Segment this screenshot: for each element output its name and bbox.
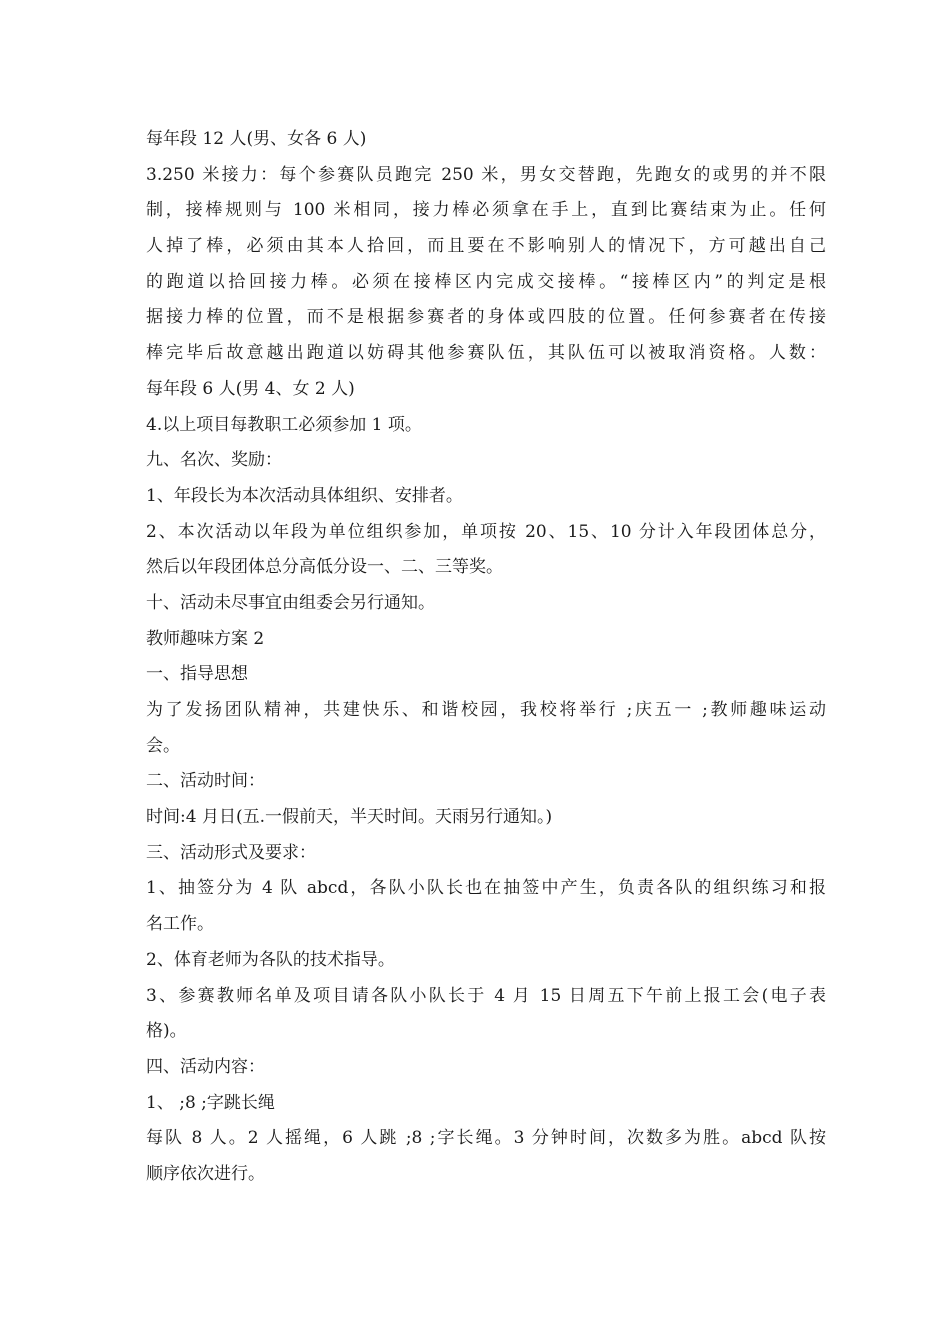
document-body bbox=[146, 122, 826, 1193]
text-line: 十、活动未尽事宜由组委会另行通知。 bbox=[146, 592, 435, 613]
text-line: 据接力棒的位置，而不是根据参赛者的身体或四肢的位置。任何参赛者在传接 bbox=[146, 307, 826, 328]
text-line: 1、抽签分为 4 队 abcd，各队小队长也在抽签中产生，负责各队的组织练习和报 bbox=[146, 878, 826, 899]
text-line: 2、本次活动以年段为单位组织参加，单项按 20、15、10 分计入年段团体总分， bbox=[146, 521, 826, 542]
text-line: 的跑道以拾回接力棒。必须在接棒区内完成交接棒。“接棒区内”的判定是根 bbox=[146, 271, 826, 292]
text-line: 棒完毕后故意越出跑道以妨碍其他参赛队伍，其队伍可以被取消资格。人数： bbox=[146, 343, 826, 364]
text-line: 格)。 bbox=[146, 1021, 187, 1042]
text-line: 四、活动内容： bbox=[146, 1056, 265, 1077]
text-line: 制，接棒规则与 100 米相同，接力棒必须拿在手上，直到比赛结束为止。任何 bbox=[146, 200, 826, 221]
text-line: 然后以年段团体总分高低分设一、二、三等奖。 bbox=[146, 557, 503, 578]
text-line: 教师趣味方案 2 bbox=[146, 628, 265, 649]
text-line: 每年段 6 人(男 4、女 2 人) bbox=[146, 378, 355, 399]
text-line: 会。 bbox=[146, 735, 180, 756]
text-line: 时间:4 月日(五.一假前天，半天时间。天雨另行通知。) bbox=[146, 807, 553, 828]
text-line: 4.以上项目每教职工必须参加 1 项。 bbox=[146, 414, 422, 435]
text-line: 3、参赛教师名单及项目请各队小队长于 4 月 15 日周五下午前上报工会(电子表 bbox=[146, 985, 826, 1006]
text-line: 一、指导思想 bbox=[146, 664, 248, 685]
text-line: 顺序依次进行。 bbox=[146, 1163, 265, 1184]
text-line: 1、年段长为本次活动具体组织、安排者。 bbox=[146, 485, 463, 506]
text-line: 二、活动时间： bbox=[146, 771, 265, 792]
text-line: 人掉了棒，必须由其本人拾回，而且要在不影响别人的情况下，方可越出自己 bbox=[146, 236, 826, 257]
text-line: 九、名次、奖励： bbox=[146, 450, 282, 471]
text-line: 名工作。 bbox=[146, 914, 214, 935]
text-line: 三、活动形式及要求： bbox=[146, 842, 316, 863]
text-line: 1、 ;8 ;字跳长绳 bbox=[146, 1092, 275, 1113]
text-line: 为了发扬团队精神，共建快乐、和谐校园，我校将举行 ;庆五一 ;教师趣味运动 bbox=[146, 700, 826, 720]
text-line: 3.250 米接力：每个参赛队员跑完 250 米，男女交替跑，先跑女的或男的并不限 bbox=[146, 164, 826, 185]
text-line: 每队 8 人。2 人摇绳，6 人跳 ;8 ;字长绳。3 分钟时间，次数多为胜。abcd 队按 bbox=[146, 1128, 826, 1149]
text-line: 2、体育老师为各队的技术指导。 bbox=[146, 949, 395, 970]
text-line: 每年段 12 人(男、女各 6 人) bbox=[146, 129, 367, 149]
